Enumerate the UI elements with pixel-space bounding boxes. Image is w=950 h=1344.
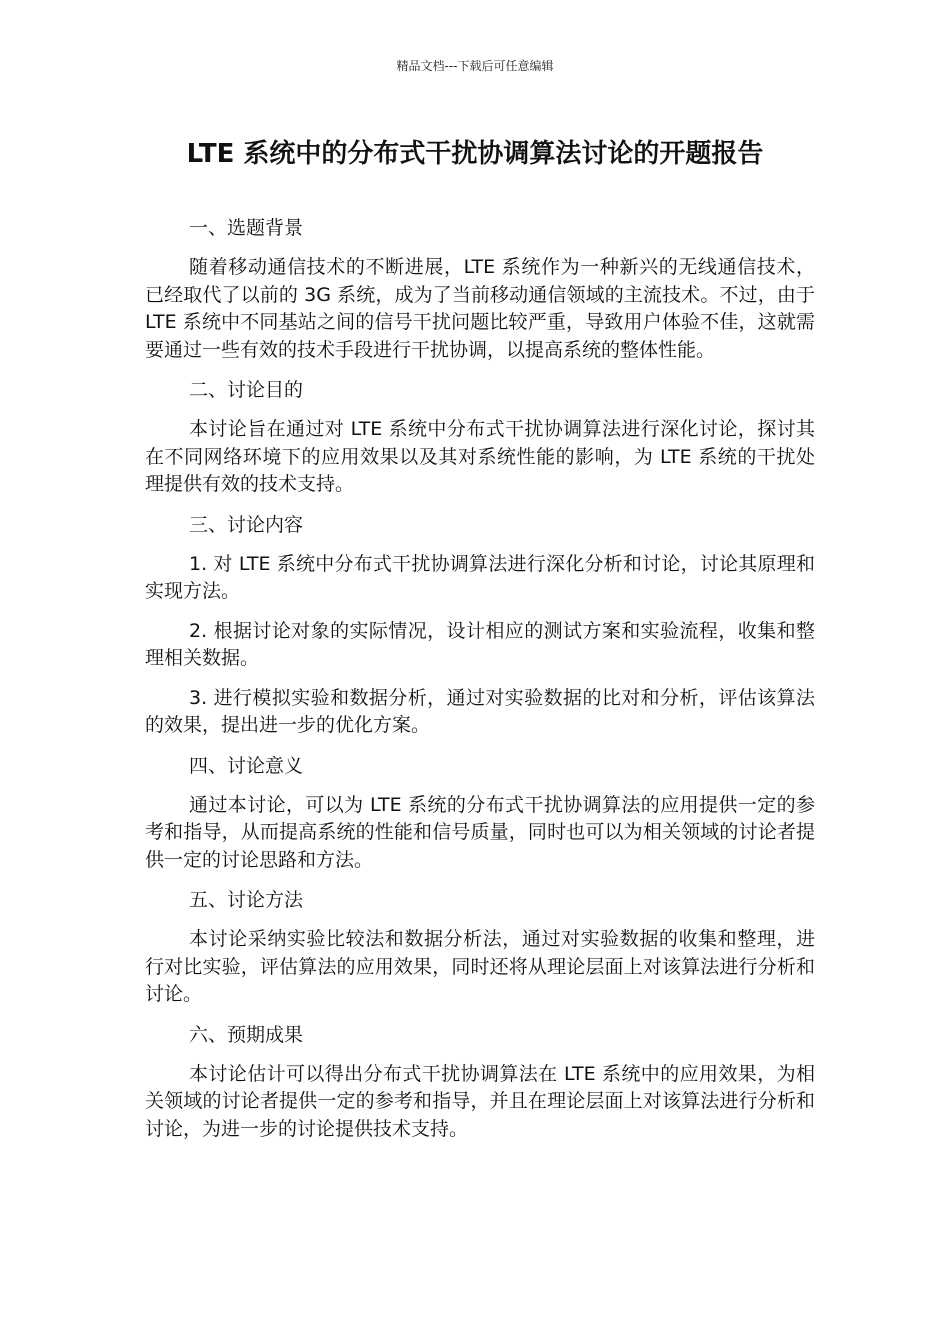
paragraph: 本讨论旨在通过对 LTE 系统中分布式干扰协调算法进行深化讨论，探讨其在不同网络环境下的应用效果以及其对系统性能的影响，为 LTE 系统的干扰处理提供有效的技术支持。 [145, 418, 815, 495]
paragraph: 随着移动通信技术的不断进展，LTE 系统作为一种新兴的无线通信技术，已经取代了以前的 3G 系统，成为了当前移动通信领域的主流技术。不过，由于 LTE 系统中不同基站之间的信号干扰问题比较严重，导致用户体验不佳，这就需要通过一些有效的技术手段进行干扰协调，以提高系统的整体性能。 [145, 256, 815, 361]
section-heading: 六、预期成果 [189, 1023, 304, 1046]
paragraph: 2. 根据讨论对象的实际情况，设计相应的测试方案和实验流程，收集和整理相关数据。 [145, 619, 815, 669]
section-purpose [145, 376, 815, 499]
section-significance [145, 752, 815, 875]
document-title: LTE 系统中的分布式干扰协调算法讨论的开题报告 [186, 139, 764, 169]
paragraph: 本讨论采纳实验比较法和数据分析法，通过对实验数据的收集和整理，进行对比实验，评估算法的应用效果，同时还将从理论层面上对该算法进行分析和讨论。 [145, 928, 815, 1005]
header-note: 精品文档---下载后可任意编辑 [396, 59, 554, 73]
document-body [145, 214, 815, 1155]
section-heading: 四、讨论意义 [189, 754, 304, 777]
paragraph: 通过本讨论，可以为 LTE 系统的分布式干扰协调算法的应用提供一定的参考和指导，从而提高系统的性能和信号质量，同时也可以为相关领域的讨论者提供一定的讨论思路和方法。 [145, 793, 815, 871]
section-content [145, 511, 815, 740]
section-method [145, 886, 815, 1009]
paragraph: 3. 进行模拟实验和数据分析，通过对实验数据的比对和分析，评估该算法的效果，提出进一步的优化方案。 [145, 686, 815, 736]
section-heading: 二、讨论目的 [189, 379, 304, 401]
section-expected-results [145, 1021, 815, 1144]
section-heading: 三、讨论内容 [189, 513, 304, 536]
section-background [145, 214, 815, 364]
paragraph: 1. 对 LTE 系统中分布式干扰协调算法进行深化分析和讨论，讨论其原理和实现方法。 [145, 552, 815, 602]
section-heading: 五、讨论方法 [189, 889, 304, 911]
paragraph: 本讨论估计可以得出分布式干扰协调算法在 LTE 系统中的应用效果，为相关领域的讨论者提供一定的参考和指导，并且在理论层面上对该算法进行分析和讨论，为进一步的讨论提供技术支持。 [145, 1062, 815, 1140]
section-heading: 一、选题背景 [189, 217, 304, 239]
